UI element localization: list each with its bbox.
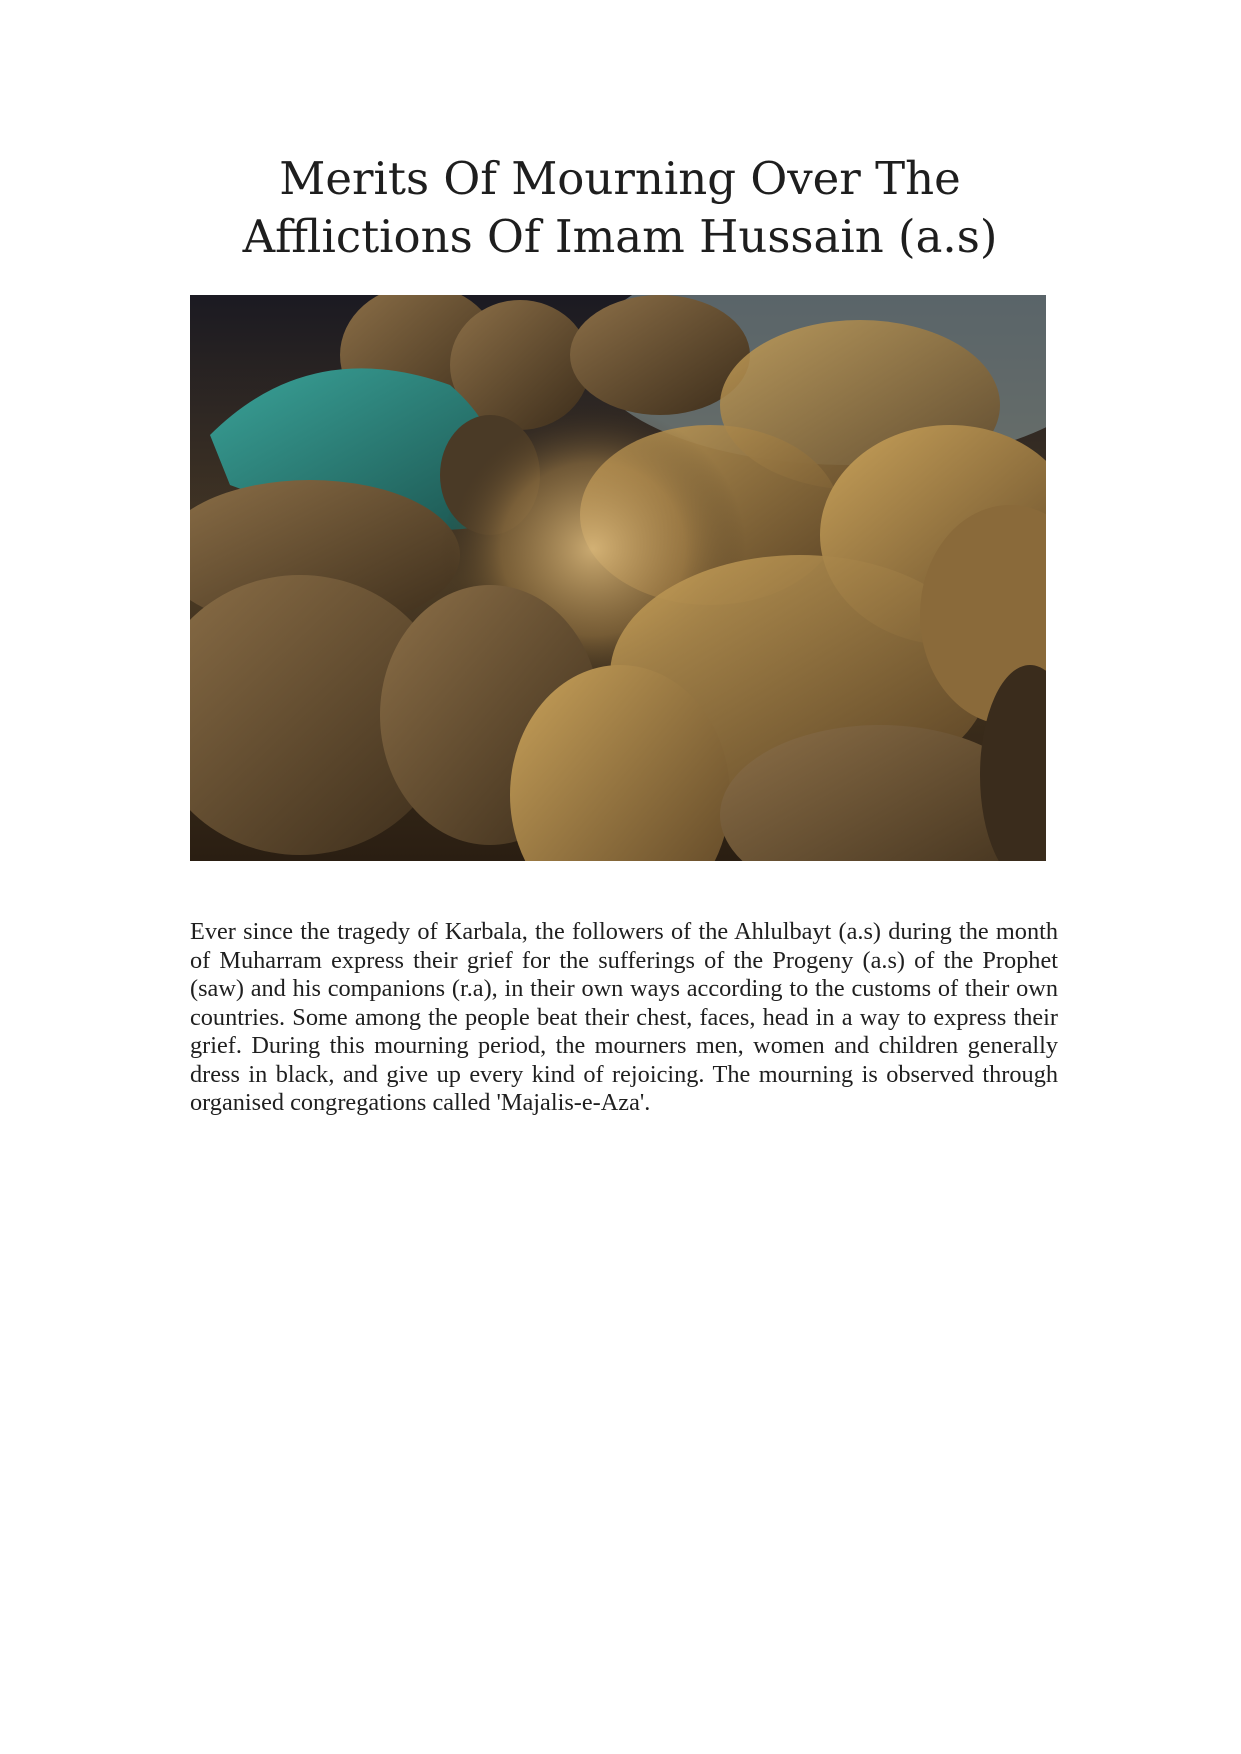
mourners-photo-illustration <box>190 295 1046 861</box>
title-line-2: Afflictions Of Imam Hussain (a.s) <box>242 210 998 263</box>
page-title <box>190 150 1050 266</box>
mourners-photo <box>190 295 1046 861</box>
title-line-1: Merits Of Mourning Over The <box>279 152 961 205</box>
article-paragraph: Ever since the tragedy of Karbala, the followers of the Ahlulbayt (a.s) during the month of Muharram express their grief for the sufferings of the Progeny (a.s) of the Prophet (saw) and his companions (r.a), in their own ways according to the customs of their own countries. Some among the people beat their chest, faces, head in a way to express their grief. During this mourning period, the mourners men, women and children generally dress in black, and give up every kind of rejoicing. The mourning is observed through organised congregations called 'Majalis-e-Aza'. <box>190 918 1058 1116</box>
